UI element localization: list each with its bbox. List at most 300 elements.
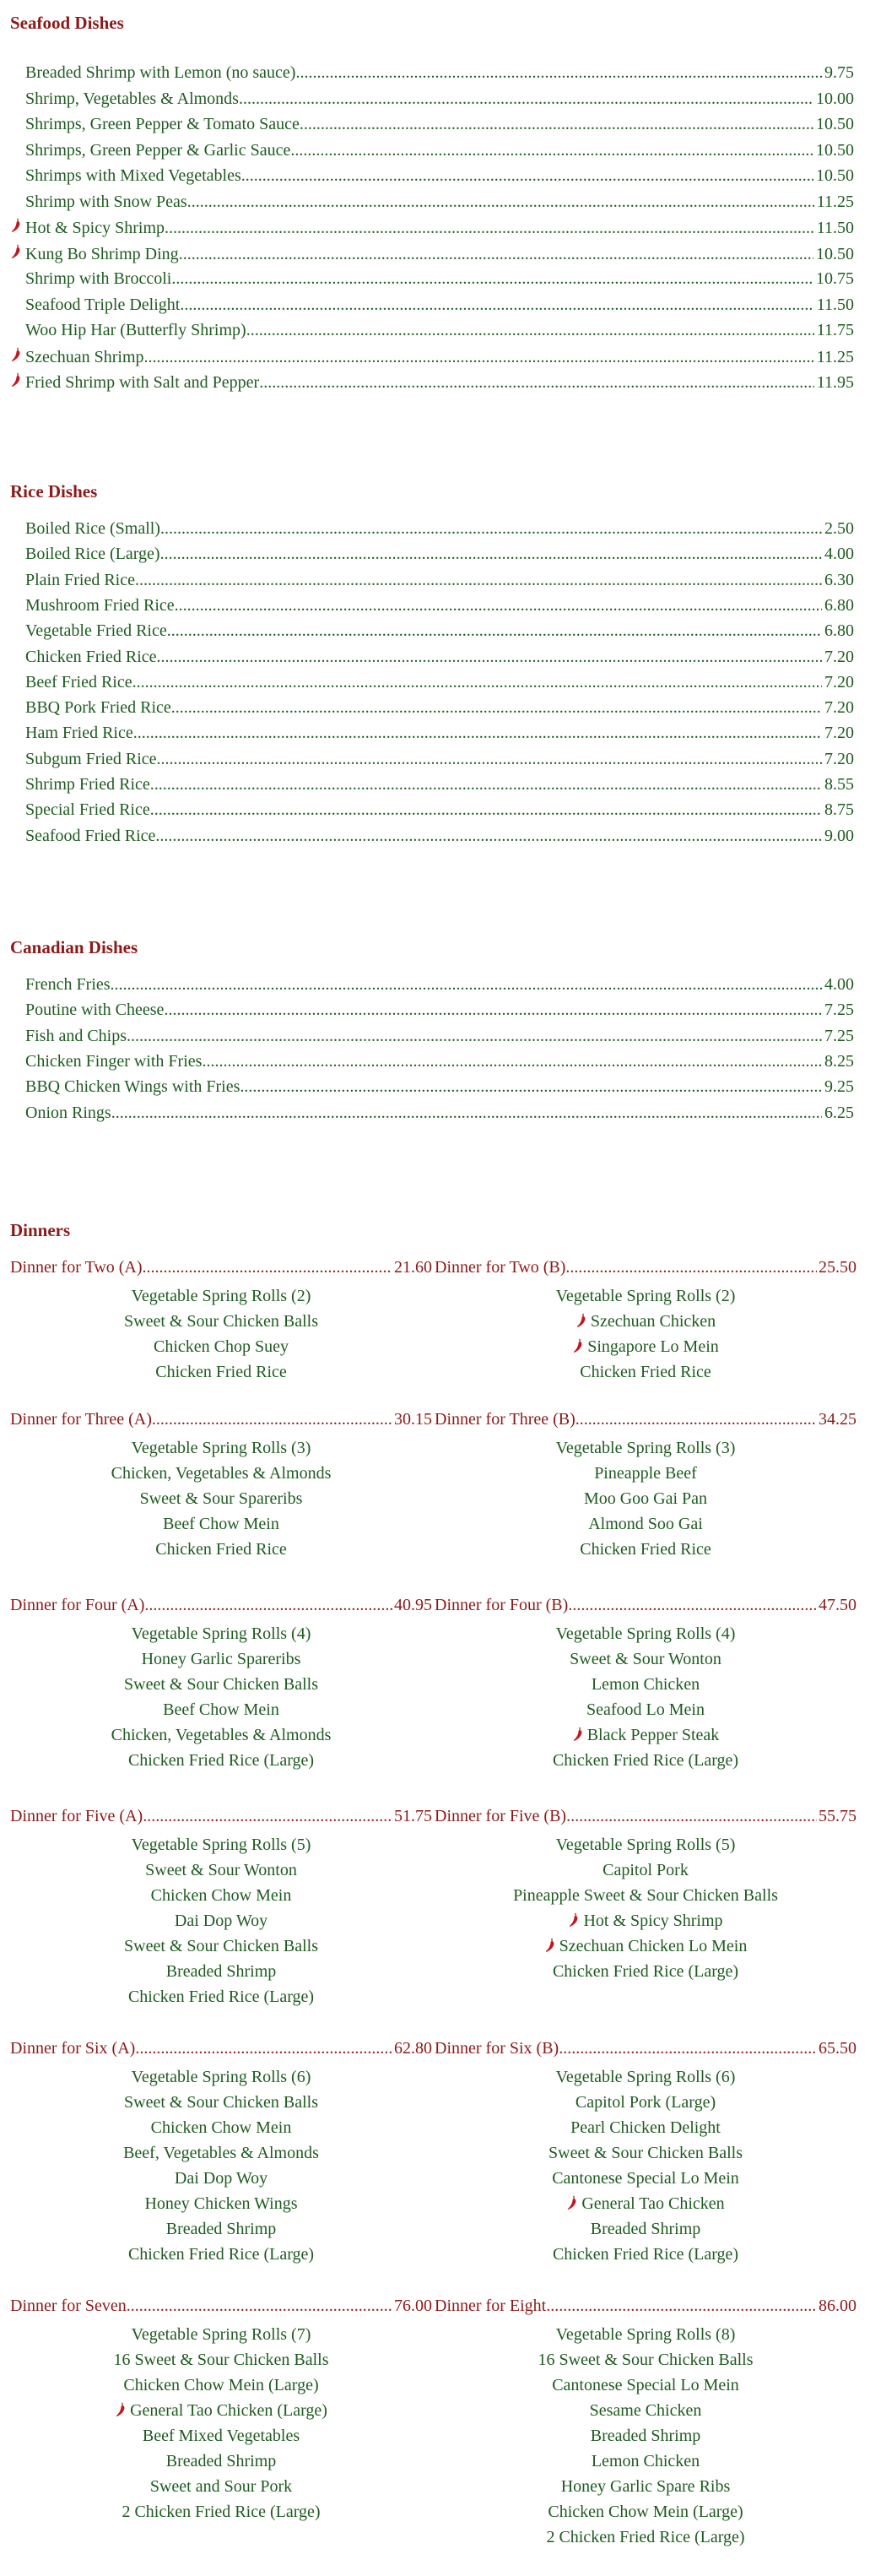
dinner-item (10, 1621, 432, 1646)
dinner-item-text: Vegetable Spring Rolls (2) (131, 1287, 311, 1305)
dinner-item (10, 2449, 432, 2474)
menu-item-price: 9.00 (824, 826, 854, 845)
dinner-set (10, 1410, 432, 1562)
dinner-item-text: Pearl Chicken Delight (570, 2118, 721, 2137)
dinner-item-text: Beef Mixed Vegetables (142, 2427, 300, 2445)
dinner-item (435, 1697, 856, 1722)
dinner-item-text: Vegetable Spring Rolls (6) (131, 2068, 311, 2086)
dinner-item-text: Chicken Fried Rice (155, 1363, 287, 1381)
menu-item-name: Boiled Rice (Large) (25, 545, 160, 564)
menu-item (25, 1027, 854, 1052)
dinner-item (435, 1857, 856, 1883)
dinner-name: Dinner for Two (B) (435, 1258, 566, 1277)
section-title-rice: Rice Dishes (10, 481, 98, 502)
dinner-item (435, 2166, 856, 2191)
dot-leader (568, 1596, 817, 1615)
dinner-item-text: General Tao Chicken (581, 2194, 725, 2213)
dot-leader (246, 321, 814, 340)
dinner-item-text: Sweet & Sour Chicken Balls (548, 2144, 743, 2162)
menu-item-name: Mushroom Fried Rice (25, 595, 175, 615)
menu-item-price: 7.25 (824, 1026, 854, 1045)
dinner-item (435, 1621, 856, 1646)
menu-item (25, 621, 854, 647)
dot-leader (575, 1410, 817, 1429)
dinner-item-text: Beef Chow Mein (163, 1700, 279, 1719)
menu-item (25, 269, 854, 295)
menu-item (25, 648, 854, 673)
menu-item-price: 9.25 (824, 1077, 854, 1097)
dinner-item-text: Vegetable Spring Rolls (2) (555, 1287, 736, 1305)
dinner-item (10, 1984, 432, 2009)
menu-item-price: 10.50 (816, 166, 854, 185)
chili-pepper-icon (544, 1938, 556, 1953)
dinner-name: Dinner for Five (A) (10, 1807, 143, 1825)
menu-item-price: 7.25 (824, 1001, 854, 1020)
dinner-name: Dinner for Four (B) (435, 1596, 569, 1614)
dinner-item (10, 1722, 432, 1748)
chili-pepper-icon (10, 347, 22, 362)
section-title-canadian: Canadian Dishes (10, 937, 138, 957)
dot-leader (160, 519, 822, 539)
dinner-item-text: Sesame Chicken (589, 2401, 702, 2420)
menu-item-price: 7.20 (824, 749, 854, 768)
dinner-items (10, 2322, 432, 2524)
dinner-item-text: Singapore Lo Mein (587, 1337, 719, 1356)
dinner-item-text: Pineapple Sweet & Sour Chicken Balls (513, 1886, 778, 1905)
chili-pepper-icon (568, 1912, 580, 1928)
menu-item-price: 10.50 (816, 140, 854, 160)
dinner-item-text: Chicken, Vegetables & Almonds (111, 1726, 332, 1744)
dinner-item (435, 1511, 856, 1537)
dinner-item (10, 2242, 432, 2267)
menu-item-name: BBQ Pork Fried Rice (25, 698, 171, 718)
dinner-item (10, 2499, 432, 2524)
dinner-item (10, 1537, 432, 1562)
dinner-item-text: Breaded Shrimp (165, 2452, 277, 2470)
dinner-item (435, 1359, 856, 1385)
menu-item-price: 10.75 (816, 269, 854, 288)
menu-item (25, 63, 854, 89)
dinner-header (10, 1596, 432, 1621)
dinner-item (435, 1334, 856, 1359)
menu-item-name: Breaded Shrimp with Lemon (no sauce) (25, 63, 296, 82)
dinner-items (10, 1283, 432, 1385)
dinner-item-text: Chicken, Vegetables & Almonds (111, 1464, 332, 1483)
dinner-set (435, 1258, 856, 1385)
dinner-item (10, 2140, 432, 2166)
dinner-item (10, 1883, 432, 1908)
menu-item-price: 11.50 (816, 295, 854, 314)
dinner-item-text: Dai Dop Woy (174, 2169, 268, 2188)
menu-item-name: Vegetable Fried Rice (25, 621, 167, 641)
menu-item-price: 10.50 (816, 115, 854, 133)
dinner-item (435, 1908, 856, 1933)
dinner-item (435, 1461, 856, 1486)
dinner-item (10, 1832, 432, 1857)
dinner-header (435, 2039, 856, 2064)
dinner-item (10, 2423, 432, 2449)
menu-item-price: 11.75 (816, 321, 854, 339)
dot-leader (259, 373, 814, 393)
dinner-header (10, 2297, 432, 2322)
dinner-item-text: Vegetable Spring Rolls (4) (131, 1624, 311, 1643)
chili-pepper-icon (10, 372, 22, 388)
menu-item-name: Subgum Fried Rice (25, 749, 157, 768)
menu-item (25, 166, 854, 192)
dinner-item-text: Cantonese Special Lo Mein (552, 2169, 739, 2188)
dinner-item-text: Vegetable Spring Rolls (8) (555, 2325, 736, 2344)
dinner-item (10, 1933, 432, 1959)
dot-leader (143, 1258, 392, 1277)
dinner-item-text: Sweet & Sour Wonton (570, 1650, 721, 1668)
menu-item (25, 296, 854, 321)
dinner-item-text: Hot & Spicy Shrimp (583, 1912, 723, 1930)
chili-pepper-icon (10, 218, 22, 233)
dinner-name: Dinner for Six (A) (10, 2039, 136, 2058)
dinner-item (10, 1959, 432, 1984)
dinner-item-text: 16 Sweet & Sour Chicken Balls (113, 2351, 329, 2369)
menu-item-price: 7.20 (824, 647, 854, 666)
dinner-price: 21.60 (394, 1258, 432, 1277)
dinner-price: 62.80 (394, 2039, 432, 2058)
dinner-item-text: Dai Dop Woy (174, 1912, 268, 1930)
menu-item-price: 4.00 (824, 545, 854, 564)
dinner-item (10, 1435, 432, 1461)
dot-leader (240, 1077, 822, 1097)
menu-item (25, 827, 854, 852)
dinner-item-text: Sweet and Sour Pork (149, 2477, 293, 2496)
dinner-item-text: Moo Goo Gai Pan (583, 1489, 708, 1508)
dinner-header (435, 1258, 856, 1283)
dinner-item (10, 1748, 432, 1773)
dinner-item (435, 2373, 856, 2398)
dinner-item (10, 1486, 432, 1511)
dot-leader (150, 775, 822, 794)
dot-leader (111, 975, 822, 995)
dot-leader (171, 698, 822, 718)
menu-item-name: Shrimp Fried Rice (25, 775, 150, 794)
menu-item-name: Shrimps with Mixed Vegetables (25, 166, 241, 185)
dinner-item (435, 2115, 856, 2140)
menu-item (25, 193, 854, 218)
dot-leader (559, 2039, 817, 2058)
dinner-item-text: Capitol Pork (603, 1861, 689, 1879)
dot-leader (300, 115, 813, 134)
menu-item (25, 800, 854, 826)
dinner-item-text: Breaded Shrimp (165, 2220, 277, 2238)
dinner-item (10, 2216, 432, 2242)
dinner-item-text: Beef, Vegetables & Almonds (123, 2144, 319, 2162)
section-title-seafood: Seafood Dishes (10, 13, 124, 33)
dinner-item-text: Honey Garlic Spare Ribs (560, 2477, 731, 2496)
dinner-item-text: Vegetable Spring Rolls (4) (555, 1624, 736, 1643)
dot-leader (135, 571, 822, 590)
dinner-price: 51.75 (394, 1807, 432, 1825)
dot-leader (144, 1596, 392, 1615)
dinner-item (10, 2064, 432, 2090)
dinner-set (435, 2039, 856, 2267)
dinner-price: 47.50 (819, 1596, 856, 1614)
dinner-item-text: Cantonese Special Lo Mein (552, 2376, 739, 2394)
dinner-name: Dinner for Eight (435, 2297, 547, 2315)
dinner-item-text: Chicken Chow Mein (Large) (123, 2376, 319, 2394)
dinner-item-text: Chicken Fried Rice (Large) (552, 1962, 739, 1981)
menu-item-price: 7.20 (824, 672, 854, 691)
dot-leader (175, 596, 822, 616)
chili-pepper-icon (572, 1338, 584, 1353)
dinner-item-text: Honey Garlic Spareribs (141, 1650, 301, 1668)
dinner-item (10, 2090, 432, 2115)
dinner-item (435, 2449, 856, 2474)
chili-pepper-icon (572, 1727, 584, 1742)
dinner-name: Dinner for Five (B) (435, 1807, 567, 1825)
menu-item-price: 6.30 (824, 570, 854, 589)
menu-item-name: Shrimp, Vegetables & Almonds (25, 89, 239, 108)
menu-item (10, 218, 854, 243)
dinner-item-text: Chicken Chop Suey (154, 1337, 289, 1356)
dinner-item-text: 2 Chicken Fried Rice (Large) (122, 2503, 321, 2521)
dinner-item (435, 1486, 856, 1511)
dinner-item (435, 2474, 856, 2499)
dinner-item-text: Szechuan Chicken (590, 1312, 716, 1331)
dot-leader (566, 1807, 817, 1826)
menu-item-price: 6.80 (824, 621, 854, 641)
dinner-item (435, 2423, 856, 2449)
dinner-item (435, 1722, 856, 1748)
dinner-item-text: Sweet & Sour Chicken Balls (124, 1937, 318, 1955)
dinner-item (10, 1461, 432, 1486)
menu-item-price: 11.25 (816, 192, 854, 211)
menu-item-name: Shrimp with Broccoli (25, 269, 172, 288)
menu-item (25, 975, 854, 1001)
menu-item (25, 1104, 854, 1129)
menu-item (25, 673, 854, 698)
dinner-item (10, 2398, 432, 2423)
dinner-item (10, 2166, 432, 2191)
dinner-set (10, 2039, 432, 2267)
dot-leader (290, 141, 813, 160)
dinner-price: 40.95 (394, 1596, 432, 1614)
dot-leader (157, 648, 822, 667)
dot-leader (144, 348, 814, 367)
dinner-item-text: 2 Chicken Fried Rice (Large) (546, 2528, 745, 2546)
dinner-item-text: Vegetable Spring Rolls (6) (555, 2068, 736, 2086)
section-title-dinners: Dinners (10, 1220, 71, 1240)
dinner-set (10, 1596, 432, 1773)
dot-leader (150, 800, 822, 820)
menu-item-name: Woo Hip Har (Butterfly Shrimp) (25, 321, 246, 339)
dinner-price: 55.75 (819, 1807, 856, 1825)
menu-item-price: 7.20 (824, 724, 854, 743)
dinner-item-text: Breaded Shrimp (590, 2220, 701, 2238)
dinner-item (435, 1646, 856, 1672)
dinner-price: 30.15 (394, 1410, 432, 1429)
dinner-set (435, 2297, 856, 2550)
menu-item-price: 8.75 (824, 800, 854, 820)
chili-pepper-icon (10, 244, 22, 259)
dinner-items (10, 2064, 432, 2267)
dinner-item-text: Breaded Shrimp (590, 2427, 701, 2445)
dinner-item (10, 1511, 432, 1537)
dinner-item-text: General Tao Chicken (Large) (130, 2401, 327, 2420)
dinner-item (435, 1672, 856, 1697)
dinner-price: 86.00 (819, 2297, 856, 2315)
dot-leader (565, 1258, 817, 1277)
dinner-item-text: Chicken Fried Rice (Large) (552, 2245, 739, 2264)
dinner-item (435, 2499, 856, 2524)
dinner-item-text: Vegetable Spring Rolls (5) (555, 1836, 736, 1854)
dinner-item (435, 2242, 856, 2267)
menu-item-price: 11.95 (816, 373, 854, 392)
dinner-item (10, 1334, 432, 1359)
menu-item-name: Seafood Fried Rice (25, 826, 156, 845)
dinner-name: Dinner for Four (A) (10, 1596, 145, 1614)
menu-item-name: Hot & Spicy Shrimp (25, 219, 165, 237)
dinner-item-text: Chicken Fried Rice (Large) (127, 1988, 315, 2006)
dinner-item (435, 1748, 856, 1773)
dinner-item (10, 1697, 432, 1722)
dot-leader (180, 296, 813, 315)
dinner-header (435, 1807, 856, 1832)
dinner-item-text: Sweet & Sour Chicken Balls (124, 1675, 318, 1694)
dinner-item (10, 1309, 432, 1334)
menu-item-name: Plain Fried Rice (25, 570, 135, 589)
menu-item-name: Poutine with Cheese (25, 1001, 165, 1020)
menu-item-price: 11.25 (816, 347, 854, 366)
dot-leader (167, 621, 822, 641)
dot-leader (155, 827, 822, 846)
menu-item-name: Fried Shrimp with Salt and Pepper (25, 373, 260, 392)
dinner-item (435, 1959, 856, 1984)
menu-item-name: Kung Bo Shrimp Ding (25, 244, 179, 263)
dinner-item-text: Vegetable Spring Rolls (3) (555, 1439, 736, 1457)
dinner-header (435, 1596, 856, 1621)
dinner-name: Dinner for Three (A) (10, 1410, 152, 1429)
menu-item-name: Seafood Triple Delight (25, 295, 181, 314)
dot-leader (164, 1001, 822, 1020)
dinner-item (435, 2216, 856, 2242)
dinner-item (435, 2398, 856, 2423)
menu-item-name: Chicken Fried Rice (25, 647, 157, 666)
dot-leader (157, 750, 822, 769)
dinner-item-text: Chicken Chow Mein (150, 1886, 292, 1905)
dinner-set (435, 1807, 856, 1984)
dinner-item-text: Almond Soo Gai (588, 1515, 703, 1533)
menu-item (25, 115, 854, 140)
menu-item-name: French Fries (25, 975, 111, 994)
dinner-set (10, 1807, 432, 2009)
dinner-header (10, 1807, 432, 1832)
menu-item-name: Onion Rings (25, 1103, 111, 1122)
dot-leader (179, 245, 813, 264)
dinner-item-text: Szechuan Chicken Lo Mein (559, 1937, 748, 1955)
menu-item (10, 347, 854, 372)
dinner-header (10, 1258, 432, 1283)
dinner-item-text: Chicken Chow Mein (Large) (548, 2503, 743, 2521)
dinner-item-text: Chicken Fried Rice (Large) (127, 1751, 315, 1770)
menu-item (25, 545, 854, 570)
dot-leader (111, 1104, 822, 1123)
dinner-items (435, 1283, 856, 1385)
dinner-item-text: Black Pepper Steak (586, 1726, 720, 1744)
dinner-item (435, 1883, 856, 1908)
dinner-item (10, 2347, 432, 2373)
menu-item-name: Shrimps, Green Pepper & Tomato Sauce (25, 115, 300, 133)
dot-leader (295, 63, 822, 83)
menu-item-price: 9.75 (824, 63, 854, 82)
menu-item-price: 6.25 (824, 1103, 854, 1122)
dinner-item (10, 2115, 432, 2140)
dinner-name: Dinner for Two (A) (10, 1258, 143, 1277)
dot-leader (165, 219, 814, 238)
dinner-item-text: Lemon Chicken (591, 2452, 700, 2470)
dinner-item (10, 2322, 432, 2347)
dinner-item-text: Vegetable Spring Rolls (5) (131, 1836, 311, 1854)
dinner-item-text: Chicken Fried Rice (155, 1540, 287, 1559)
dinner-item-text: Breaded Shrimp (165, 1962, 277, 1981)
dot-leader (143, 1807, 392, 1826)
dinner-item (435, 2140, 856, 2166)
dot-leader (152, 1410, 392, 1429)
dinner-price: 25.50 (819, 1258, 856, 1277)
menu-item-price: 11.50 (816, 219, 854, 237)
menu-item-price: 4.00 (824, 975, 854, 994)
dinner-items (435, 2322, 856, 2550)
dinner-set (435, 1596, 856, 1773)
menu-item (25, 1001, 854, 1026)
dinner-item (435, 2524, 856, 2550)
menu-item-name: Ham Fried Rice (25, 724, 133, 743)
menu-item-name: Chicken Finger with Fries (25, 1051, 203, 1071)
dinner-items (10, 1435, 432, 1562)
dinner-price: 65.50 (819, 2039, 856, 2058)
dinner-item-text: Sweet & Sour Spareribs (139, 1489, 303, 1508)
dot-leader (239, 89, 813, 109)
dinner-items (435, 1621, 856, 1773)
dinner-item-text: Sweet & Sour Chicken Balls (124, 1312, 318, 1331)
menu-item (25, 1052, 854, 1077)
dot-leader (202, 1052, 822, 1071)
dinner-name: Dinner for Three (B) (435, 1410, 575, 1429)
dinner-item (435, 1435, 856, 1461)
dinner-item (435, 1283, 856, 1309)
dinner-item (10, 1359, 432, 1385)
dinner-set (10, 1258, 432, 1385)
dinner-item (10, 1857, 432, 1883)
dinner-item-text: Sweet & Sour Wonton (145, 1861, 297, 1879)
dot-leader (187, 193, 814, 212)
dinner-set (435, 1410, 856, 1562)
menu-item-name: Shrimps, Green Pepper & Garlic Sauce (25, 140, 291, 160)
dinner-item-text: Sweet & Sour Chicken Balls (124, 2093, 318, 2112)
dinner-item-text: Pineapple Beef (594, 1464, 697, 1483)
dinner-item-text: Chicken Chow Mein (150, 2118, 292, 2137)
dinner-name: Dinner for Seven (10, 2297, 127, 2315)
menu-item-price: 8.55 (824, 775, 854, 794)
menu-item-price: 7.20 (824, 698, 854, 718)
dinner-item (10, 2373, 432, 2398)
dinner-header (435, 1410, 856, 1435)
menu-item (25, 698, 854, 724)
dinner-item (10, 1646, 432, 1672)
dinner-item-text: Seafood Lo Mein (586, 1700, 705, 1719)
menu-item-price: 6.80 (824, 595, 854, 615)
dinner-item-text: Chicken Fried Rice (580, 1363, 711, 1381)
dinner-item (10, 2191, 432, 2216)
dinner-item-text: Honey Chicken Wings (144, 2194, 298, 2213)
dinner-item (10, 1283, 432, 1309)
menu-item-price: 8.25 (824, 1051, 854, 1071)
